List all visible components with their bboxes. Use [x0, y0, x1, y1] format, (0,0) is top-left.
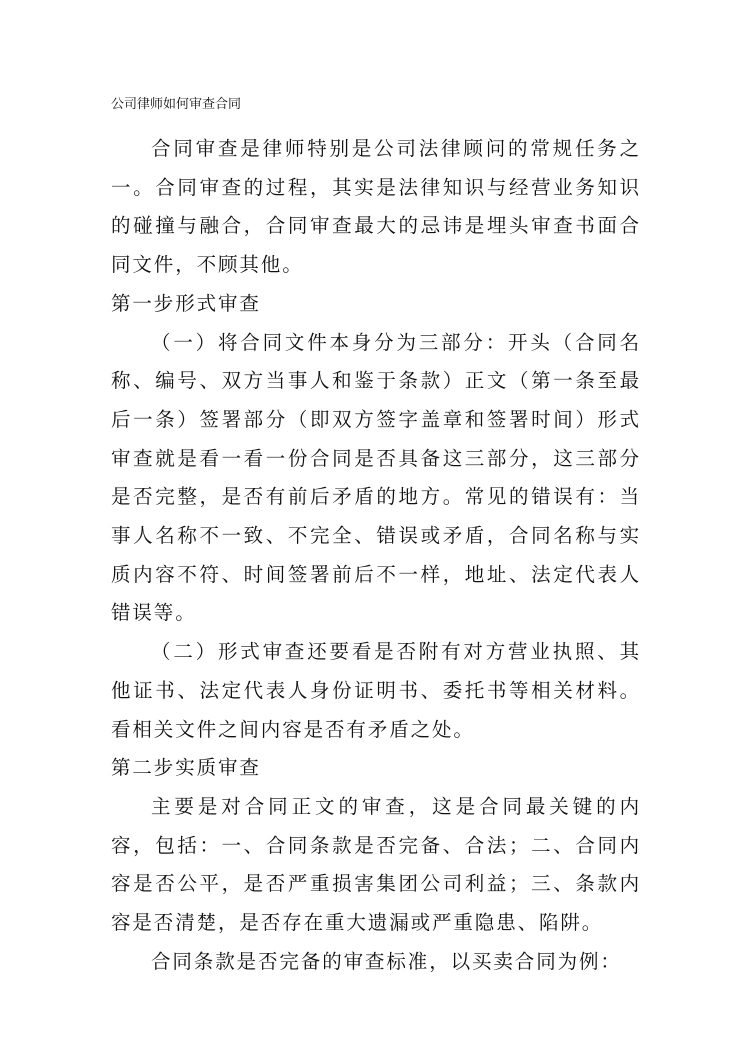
intro-paragraph: 合同审查是律师特别是公司法律顾问的常规任务之一。合同审查的过程，其实是法律知识与经营业务知识的碰撞与融合，合同审查最大的忌讳是埋头审查书面合同文件，不顾其他。: [111, 137, 641, 277]
substantive-review-paragraph: 主要是对合同正文的审查，这是合同最关键的内容，包括：一、合同条款是否完备、合法；二、合同内容是否公平，是否严重损害集团公司利益；三、条款内容是否清楚，是否存在重大遗漏或严重隐患、陷阱。: [111, 794, 641, 935]
form-review-paragraph-1: （一）将合同文件本身分为三部分：开头（合同名称、编号、双方当事人和鉴于条款）正文（第一条至最后一条）签署部分（即双方签字盖章和签署时间）形式审查就是看一看一份合同是否具备这三部分，这三部分是否完整，是否有前后矛盾的地方。常见的错误有：当事人名称不一致、不完全、错误或矛盾，合同名称与实质内容不符、时间签署前后不一样，地址、法定代表人错误等。: [111, 330, 641, 625]
section-heading-form-review: 第一步形式审查: [111, 291, 261, 315]
document-header: 公司律师如何审查合同: [111, 97, 242, 112]
completeness-standard-paragraph: 合同条款是否完备的审查标准，以买卖合同为例：: [151, 949, 622, 973]
document-body: [111, 130, 641, 981]
form-review-paragraph-2: （二）形式审查还要看是否附有对方营业执照、其他证书、法定代表人身份证明书、委托书等相关材料。看相关文件之间内容是否有矛盾之处。: [111, 640, 641, 741]
section-heading-substantive-review: 第二步实质审查: [111, 756, 261, 780]
